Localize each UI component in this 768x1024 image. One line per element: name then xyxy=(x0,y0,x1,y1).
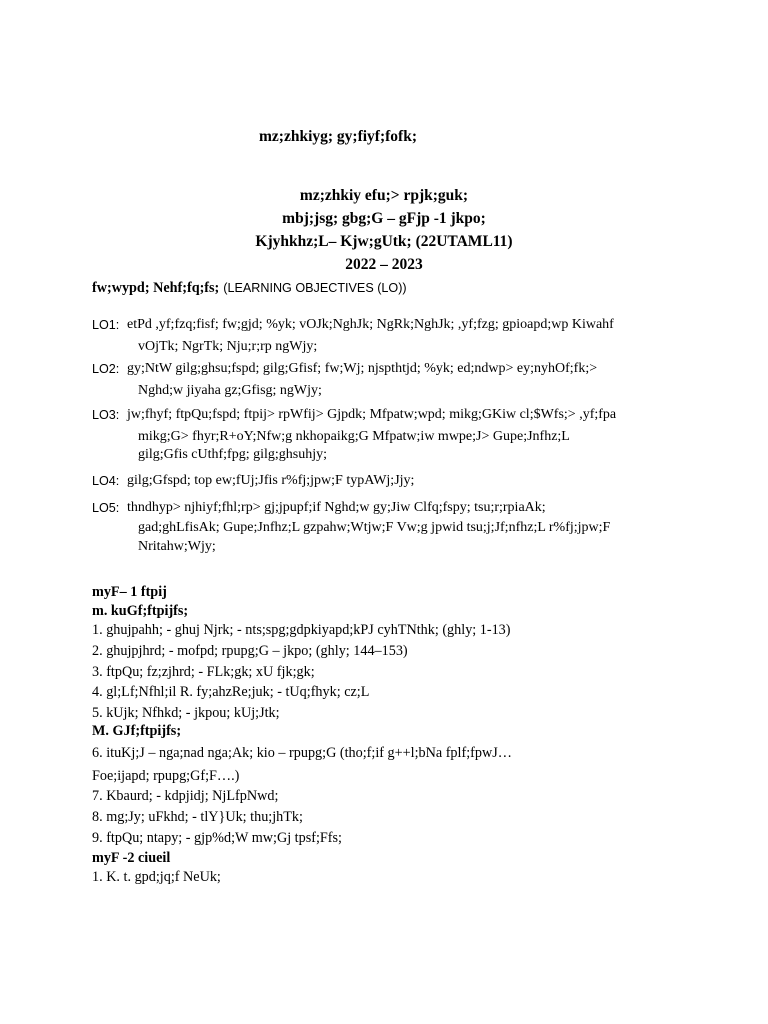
lo5-line-1: thndhyp> njhiyf;fhl;rp> gj;jpupf;if Nghd;w gy;Jiw Clfq;fspy; tsu;r;rpiaAk; xyxy=(127,500,546,515)
unit1-item-4: 4. gl;Lf;Nfhl;il R. fy;ahzRe;juk; - tUq;fhyk; cz;L xyxy=(92,684,370,700)
unit1-item-5: 5. kUjk; Nfhkd; - jkpou; kUj;Jtk; xyxy=(92,705,280,721)
objectives-heading-english: (LEARNING OBJECTIVES (LO)) xyxy=(223,281,407,295)
lo5-label: LO5: xyxy=(92,501,120,515)
unit1-item-2: 2. ghujpjhrd; - mofpd; rpupg;G – jkpo; (ghly; 144–153) xyxy=(92,643,408,659)
document-title: mz;zhkiyg; gy;fiyf;fofk; xyxy=(259,128,417,145)
unit2-heading: myF -2 ciueil xyxy=(92,850,171,866)
lo4-line-1: gilg;Gfspd; top ew;fUj;Jfis r%fj;jpw;F typAWj;Jjy; xyxy=(127,473,415,488)
objectives-heading xyxy=(92,279,407,297)
lo2-line-1: gy;NtW gilg;ghsu;fspd; gilg;Gfisf; fw;Wj; njspthtjd; %yk; ed;ndwp> ey;nyhOf;fk;> xyxy=(127,361,598,376)
lo5-line-2: gad;ghLfisAk; Gupe;Jnfhz;L gzpahw;Wtjw;F Vw;g jpwid tsu;j;Jf;nfhz;L r%fj;jpw;F xyxy=(138,520,611,535)
unit1-heading: myF– 1 ftpij xyxy=(92,584,167,600)
unit1-item-1: 1. ghujpahh; - ghuj Njrk; - nts;spg;gdpkiyapd;kPJ cyhTNthk; (ghly; 1-13) xyxy=(92,622,511,638)
unit1-subheading-b: M. GJf;ftpijfs; xyxy=(92,723,182,739)
lo5-line-3: Nritahw;Wjy; xyxy=(138,539,216,554)
lo3-line-2: mikg;G> fhyr;R+oY;Nfw;g nkhopaikg;G Mfpatw;iw mwpe;J> Gupe;Jnfhz;L xyxy=(138,429,570,444)
unit1-item-8: 8. mg;Jy; uFkhd; - tlY}Uk; thu;jhTk; xyxy=(92,809,303,825)
unit1-item-6-cont: Foe;ijapd; rpupg;Gf;F….) xyxy=(92,768,240,784)
lo1-line-1: etPd ,yf;fzq;fisf; fw;gjd; %yk; vOJk;NghJk; NgRk;NghJk; ,yf;fzg; gpioapd;wp Kiwahf xyxy=(127,317,614,332)
lo3-label: LO3: xyxy=(92,408,120,422)
header-paper: mbj;jsg; gbg;G – gFjp -1 jkpo; xyxy=(282,210,486,227)
lo2-line-2: Nghd;w jiyaha gz;Gfisg; ngWjy; xyxy=(138,383,322,398)
header-year: 2022 – 2023 xyxy=(345,256,423,273)
unit1-item-3: 3. ftpQu; fz;zjhrd; - FLk;gk; xU fjk;gk; xyxy=(92,664,315,680)
header-course: Kjyhkhz;L– Kjw;gUtk; (22UTAML11) xyxy=(255,233,513,250)
objectives-heading-tamil: fw;wypd; Nehf;fq;fs; xyxy=(92,280,220,296)
lo3-line-3: gilg;Gfis cUthf;fpg; gilg;ghsuhjy; xyxy=(138,447,327,462)
lo1-line-2: vOjTk; NgrTk; Nju;r;rp ngWjy; xyxy=(138,339,318,354)
unit1-item-9: 9. ftpQu; ntapy; - gjp%d;W mw;Gj tpsf;Ffs; xyxy=(92,830,342,846)
unit1-item-7: 7. Kbaurd; - kdpjidj; NjLfpNwd; xyxy=(92,788,279,804)
header-department: mz;zhkiy efu;> rpjk;guk; xyxy=(299,187,469,204)
lo3-line-1: jw;fhyf; ftpQu;fspd; ftpij> rpWfij> Gjpdk; Mfpatw;wpd; mikg;GKiw cl;$Wfs;> ,yf;fpa xyxy=(127,407,617,422)
lo4-label: LO4: xyxy=(92,474,120,488)
lo2-label: LO2: xyxy=(92,362,120,376)
unit1-item-6: 6. ituKj;J – nga;nad nga;Ak; kio – rpupg;G (tho;f;if g++l;bNa fplf;fpwJ… xyxy=(92,745,512,761)
unit2-item-1: 1. K. t. gpd;jq;f NeUk; xyxy=(92,869,221,885)
lo1-label: LO1: xyxy=(92,318,120,332)
unit1-subheading-a: m. kuGf;ftpijfs; xyxy=(92,603,189,619)
